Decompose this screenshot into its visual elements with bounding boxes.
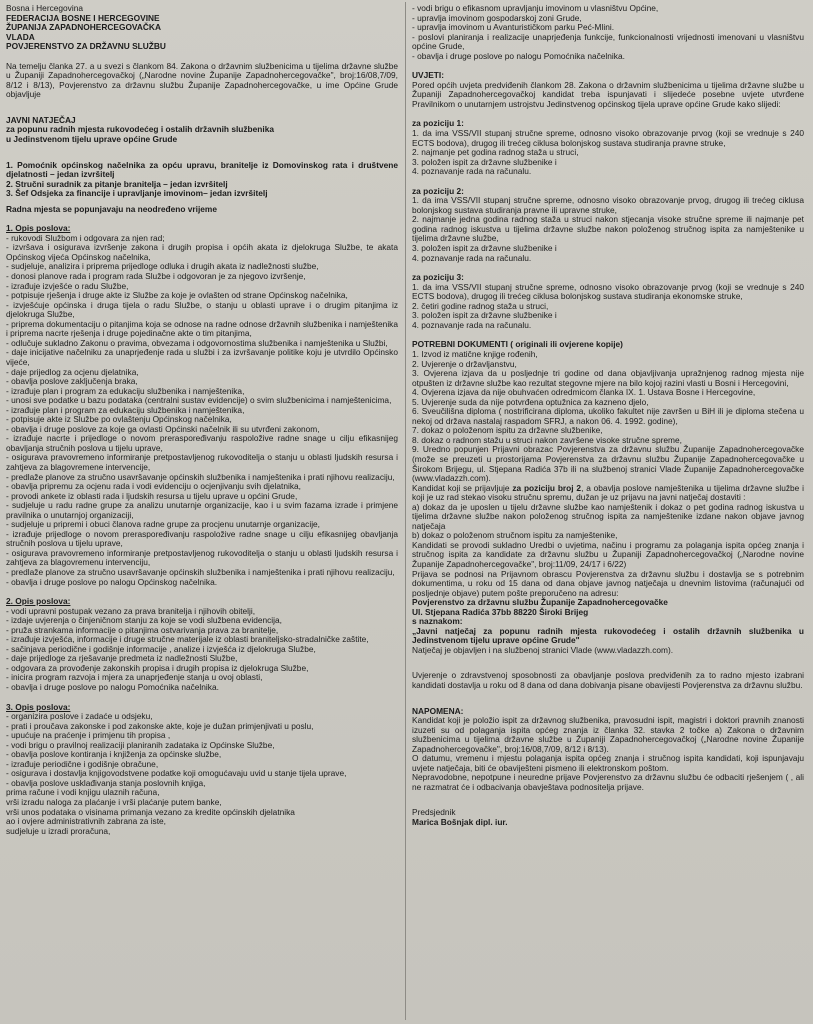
job-duty-item: - upućuje na praćenje i primjenu tih propisa ,: [6, 730, 171, 741]
job-duty-item: - inicira program razvoja i mjera za unaprjeđenje stanja u ovoj oblasti,: [6, 672, 263, 683]
apply-item-a: a) dokaz da je uposlen u tijelu državne službe kao namještenik i dokaz o pet godina radnog iskustva u tijelima državne službe nakon položenog stručnog ispita za namještenike izdane nakon objave javnog natječaja: [412, 501, 804, 531]
job-duty-item: - vodi brigu o pravilnoj realizaciji planiranih zadataka iz Općinske Službe,: [6, 739, 275, 750]
envelope-marking: „Javni natječaj za popunu radnih mjesta rukovodećeg i ostalih državnih službenika u Jedinstvenom tijelu uprave općine Grude": [412, 625, 804, 646]
job-duty-item: - izrađuje plan i program za edukaciju službenika i namještenika,: [6, 404, 245, 415]
job-duty-item: - obavlja i druge poslove po nalogu Pomoćnika načelnika.: [6, 682, 219, 692]
documents-list: [412, 350, 804, 484]
job-duty-item: - obavlja poslove kontiranja i knjiženja za općinske službe,: [6, 749, 222, 760]
job-duty-item: - daje prijedlog za ocjenu djelatnika,: [6, 366, 139, 377]
job-duty-item: - izvješćuje općinska i druga tijela o radu Službe, o stanju u oblasti uprave i o drugim pitanjima iz djelokruga Službe,: [6, 299, 398, 320]
job-duty-item: - prati i proučava zakonske i pod zakonske akte, koje je dužan primjenjivati u poslu,: [6, 720, 314, 731]
job-duty-item: - izrađuje prijedloge o novom preraspoređivanju raspoložive radne snage u cilju efikasnijeg obavljanja stručnih poslova u tijelu uprave,: [6, 528, 398, 549]
job-duty-item: - donosi planove rada i program rada Službe i odgovoran je za njegovo izvršenje,: [6, 271, 306, 282]
job-duty-item: prima račune i vodi knjigu ulaznih računa,: [6, 787, 160, 798]
job-duty-item: - pruža strankama informacije o pitanjima ostvarivanja prava za branitelje,: [6, 624, 279, 635]
job-duty-item: - vodi upravni postupak vezano za prava branitelja i njihovih obitelji,: [6, 605, 256, 616]
position-condition-item: 3. položen ispit za državne službenike i: [412, 310, 557, 321]
note-paragraph-3: Nepravodobne, nepotpune i neuredne prijave Povjerenstvo za državnu službu će odbaciti rješenjem ( , ali ne razmatrat će i odbacivanja obavještava podnositelja prijave.: [412, 772, 804, 792]
document-item: 1. Izvod iz matične knjige rođenih,: [412, 348, 538, 359]
position-condition-item: 1. da ima VSS/VII stupanj stručne spreme, odnosno visoko obrazovanje prvog, drugog ili trećeg ciklusa bolonjskog sustava studiranja pravne ili upravne struke,: [412, 195, 804, 215]
address-line-1: Povjerenstvo za državnu službu Županije Zapadnohercegovačke: [412, 597, 668, 608]
job-duty-item: - upravlja imovinom u Avanturističkom parku Peć-Mlini.: [412, 22, 615, 33]
notice-subtitle-2: u Jedinstvenom tijelu uprave općine Grude: [6, 134, 178, 145]
job-3-continued: [412, 4, 804, 61]
apply-item-b: b) dokaz o položenom stručnom ispitu za namještenike,: [412, 530, 618, 541]
job-duty-item: - organizira poslove i zadaće u odsjeku,: [6, 711, 153, 722]
job-description-title: 2. Opis poslova:: [6, 596, 71, 607]
apply-paragraph-2: Kandidati se provodi sukladno Uredbi o uvjetima, načinu i programu za polaganja ispita općeg znanja i stručnog ispita za kandidate za državnu službu u Županiji Zapadnohercegovačkoj („Narodne novine Županije Zapadnohercegovačke", broj:11/09, 24/17 i 6/22): [412, 539, 804, 569]
job-duty-item: - osigurava pravovremeno informiranje pretpostavljenog rukovoditelja o stanju u oblasti ljudskih resursa i zahtjeva za blagovremenu intervenciju,: [6, 547, 398, 568]
position-condition-item: 4. poznavanje rada na računalu.: [412, 319, 532, 330]
apply-paragraph-1: [412, 484, 804, 503]
job-duty-item: - izrađuje plan i program za edukaciju službenika i namještenika,: [6, 385, 245, 396]
apply-text-bold: za poziciju broj 2: [512, 482, 582, 493]
document-item: 8. dokaz o radnom stažu u struci nakon završene visoke stručne spreme,: [412, 434, 682, 445]
job-descriptions: [6, 224, 398, 836]
position-condition-item: 3. položen ispit za državne službenike i: [412, 243, 557, 254]
position-condition-title: za poziciju 3:: [412, 272, 464, 283]
left-column: [6, 4, 398, 1022]
job-duty-item: - izvršava i osigurava izvršenje zakona i drugih propisa i općih akata iz djelokruga Službe, te akata Općinskog vijeća Općinskog načelnika,: [6, 242, 398, 262]
right-column: [412, 4, 804, 1022]
job-duty-item: - izrađuje izvješća, informacije i druge stručne materijale iz oblasti braniteljsko-stradalničke zaštite,: [6, 634, 369, 645]
intro-paragraph: Na temelju članka 27. a u svezi s člankom 84. Zakona o državnim službenicima u tijelima državne službe u Županiji Zapadnohercegovačkoj („Narodne novine Županije Zapadnohercegovačke", broj:16/08,7/09, 8/12 i 8/13), Povjerenstvo za državnu službu Županije Zapadnohercegovačke, u ime Općine Grude objavljuje: [6, 60, 398, 100]
note-title: NAPOMENA:: [412, 705, 464, 716]
job-duty-item: - predlaže planove za stručno usavršavanje općinskih službenika i namještenika i prati njihovu realizaciju,: [6, 566, 395, 577]
job-duty-item: - sudjeluje u radu radne grupe za analizu unutarnje organizacije, kao i u svim fazama izrade i primjene pravilnika o unutarnjoj organizaciji,: [6, 500, 398, 520]
header-canton: ŽUPANIJA ZAPADNOHERCEGOVAČKA: [6, 22, 161, 33]
notice-title: JAVNI NATJEČAJ: [6, 114, 76, 125]
position-condition-item: 3. položen ispit za državne službenike i: [412, 156, 557, 167]
document-item: 9. Uredno popunjen Prijavni obrazac Povjerenstva za državnu službu Županije Zapadnohercegovačke (može se preuzeti u prostorijama Povjerenstva za državnu službu Županije Zapadnohercegovačke u Širokom Brijegu, ul. Stjepana Radića 37b ili na službenoj stranici Vlade Županije Zapadnohercegovačke (www.vladazzh.com).: [412, 444, 804, 484]
apply-text-pre: Kandidat koji se prijavljuje: [412, 482, 513, 493]
notice-subtitle-1: za popunu radnih mjesta rukovodećeg i ostalih državnih službenika: [6, 124, 274, 135]
job-duty-item: - obavlja i druge poslove za koje ga ovlasti Općinski načelnik ili su utvrđeni zakonom,: [6, 423, 320, 434]
note-paragraph-1: Kandidat koji je položio ispit za državnog službenika, pravosudni ispit, magistri i doktori pravnih znanosti izuzeti su od polaganja ispita općeg znanja iz članka 32. stavka 2 točke a) Zakona o državnim službenicima u tijelima državne službe u Županiji Zapadnohercegovačkoj („Narodne novine Županije Zapadnohercegovačke", broj:16/08,7/09, 8/12 i 8/13).: [412, 715, 804, 754]
job-duty-item: - obavlja poslove zaključenja braka,: [6, 376, 138, 387]
position-2: 2. Stručni suradnik za pitanje branitelja – jedan izvršitelj: [6, 178, 228, 189]
job-duty-item: - provodi ankete iz oblasti rada i ljudskih resursa u tijelu uprave u općini Grude,: [6, 490, 298, 501]
header-federation: FEDERACIJA BOSNE I HERCEGOVINE: [6, 12, 160, 23]
job-duty-item: - izrađuje izvješće o radu Službe,: [6, 280, 129, 291]
documents-title: POTREBNI DOKUMENTI ( originali ili ovjerene kopije): [412, 339, 623, 350]
job-duty-item: - izrađuje nacrte i prijedloge o novom preraspoređivanju raspoložive radne snage u cilju efikasnijeg obavljanja stručnih poslova u tijelu uprave,: [6, 433, 398, 453]
job-duty-item: - sačinjava periodične i godišnje informacije , analize i izvješća iz djelokruga Službe,: [6, 643, 316, 654]
header-commission: POVJERENSTVO ZA DRŽAVNU SLUŽBU: [6, 41, 166, 52]
document-item: 6. Sveučilišna diploma ( nostrificirana diploma, ukoliko fakultet nije završen u BiH ili je diploma stečena u nekoj od država nastalaj raspadom SFRJ, a nakon 06. 4. 1992. godine),: [412, 406, 804, 426]
job-duty-item: - osigurava i dostavlja knjigovodstvene podatke koji omogućavaju uvid u stanje tijela uprave,: [6, 768, 347, 779]
job-duty-item: ao i ovjere administrativnih zabrana za iste,: [6, 816, 167, 827]
document-item: 7. dokaz o položenom ispitu za državne službenike,: [412, 425, 603, 436]
job-duty-item: - potpisuje akte iz Službe po ovlaštenju Općinskog načelnika,: [6, 414, 232, 425]
job-duty-item: - potpisuje rješenja i druge akte iz Službe za koje je ovlašten od strane Općinskog načelnika,: [6, 290, 348, 301]
job-duty-item: - obavlja poslove usklađivanja stanja poslovnih knjiga,: [6, 777, 206, 788]
job-duty-item: - obavlja pripremu za ocjenu rada i vodi evidenciju o ocjenjivanju svih djelatnika,: [6, 481, 301, 492]
note-paragraph-2: O datumu, vremenu i mjestu polaganja ispita općeg znanja i stručnog ispita kandidati, koji ispunjavaju uvjete natječaja, biti će obaviješteni pismeno ili elektronskom poštom.: [412, 753, 804, 773]
job-duty-item: - predlaže planove za stručno usavršavanje općinskih službenika i namještenika i prati njihovu realizaciju,: [6, 471, 395, 482]
job-duty-item: - sudjeluje, analizira i priprema prijedloge odluka i drugih akata iz nadležnosti službe,: [6, 261, 319, 272]
job-duty-item: - sudjeluje u pripremi i obuci članova radne grupe za procjenu unutarnje organizacije,: [6, 519, 321, 530]
job-duty-item: - izrađuje periodične i godišnje obračune,: [6, 758, 159, 769]
health-certificate-note: Uvjerenje o zdravstvenoj sposobnosti za obavljanje poslova predviđenih za to radno mjesto izabrani kandidati dostavlja u roku od 8 dana od dana dobivanja pisane obavijesti Povjerenstva za državnu službu.: [412, 670, 804, 690]
job-duty-item: - odlučuje sukladno Zakonu o pravima, obvezama i odgovornostima službenika i namještenika u Službi,: [6, 337, 388, 348]
column-divider: [405, 2, 406, 1020]
document-item: 2. Uvjerenje o državljanstvu,: [412, 358, 517, 369]
position-condition-item: 2. četiri godine radnog staža u struci,: [412, 300, 549, 311]
job-duty-item: - priprema dokumentaciju o pitanjima koja se odnose na radne odnose državnih službenika i namještenika i priprema nacrte rješenja i druge pojedinačne akte o tim pitanjima,: [6, 318, 398, 339]
header-block: [6, 4, 398, 52]
position-condition-item: 4. poznavanje rada na računalu.: [412, 252, 532, 263]
job-duty-item: - daje prijedloge za rješavanje predmeta iz nadležnosti Službe,: [6, 653, 238, 664]
address-line-3: s naznakom:: [412, 616, 463, 627]
job-duty-item: - osigurava pravovremeno informiranje pretpostavljenog rukovoditelja o stanju u oblasti ljudskih resursa i zahtjeva za blagovremene intervencije,: [6, 452, 398, 472]
position-condition-item: 1. da ima VSS/VII stupanj stručne spreme, odnosno visoko obrazovanje prvog (koji se vrednuje s 240 ECTS bodova), drugog ili trećeg ciklusa bolonjskog sustava studiranja ekonomske struke,: [412, 281, 804, 302]
job-description-title: 1. Opis poslova:: [6, 223, 71, 234]
position-condition-item: 2. najmanje pet godina radnog staža u struci,: [412, 147, 579, 158]
position-1: 1. Pomoćnik općinskog načelnika za opću upravu, branitelje iz Domovinskog rata i društvene djelatnosti – jedan izvršitelj: [6, 159, 398, 180]
indefinite-term-note: Radna mjesta se popunjavaju na neodređeno vrijeme: [6, 203, 217, 214]
job-duty-item: - poslovi planiranja i realizacije unaprjeđenja funkcije, funkcionalnosti vrijednosti imenovani u vlasništvu općine Grude,: [412, 31, 804, 52]
address-line-2: Ul. Stjepana Radića 37bb 88220 Široki Brijeg: [412, 606, 589, 617]
job-duty-item: vrši izradu naloga za plaćanje i vrši plaćanje putem banke,: [6, 797, 222, 808]
header-government: VLADA: [6, 31, 35, 42]
apply-paragraph-3: Prijava se podnosi na Prijavnom obrascu Povjerenstva za državnu službu i dostavlja se s potrebnim dokumentima, u roku od 15 dana od dana objave javnog natječaja u dnevnim listovima (računajući od posljednje objave) putem pošte preporučeno na adresu:: [412, 568, 804, 598]
conditions-text: Pored općih uvjeta predviđenih člankom 28. Zakona o državnim službenicima u tijelima državne službe u Županiji Zapadnohercegovačkoj kandidat treba ispunjavati i slijedeće posebne uvjete utvrđene Pravilnikom o unutarnjem ustrojstvu Jedinstvenog općinskog tijela uprave općine Grude kako slijedi:: [412, 79, 804, 109]
job-duty-item: - obavlja i druge poslove po nalogu Pomoćnika načelnika.: [412, 50, 625, 61]
job-duty-item: - izdaje uvjerenja o činjeničnom stanju za koje se vodi službena evidencija,: [6, 615, 282, 626]
position-3: 3. Šef Odsjeka za financije i upravljanje imovinom– jedan izvršitelj: [6, 188, 268, 199]
job-duty-item: - daje inicijative načelniku za unaprjeđenje rada u službi i za izvršavanje politike koju je utvrdilo Općinsko vijeće,: [6, 347, 398, 367]
position-condition-title: za poziciju 1:: [412, 118, 464, 129]
job-duty-item: - vodi brigu o efikasnom upravljanju imovinom u vlasništvu Općine,: [412, 4, 659, 13]
signature-name: Marica Bošnjak dipl. iur.: [412, 817, 508, 828]
document-item: 3. Ovjerena izjava da u posljednje tri godine od dana objavljivanja upražnjenog radnog mjesta nije otpušten iz državne službe kao rezultat stegovne mjere na bilo kojoj razini vlasti u Bosni i Hercegovini,: [412, 368, 804, 388]
job-duty-item: - upravlja imovinom gospodarskoj zoni Grude,: [412, 12, 582, 23]
job-duty-item: - unosi sve podatke u bazu podataka (centralni sustav evidencije) o svim službenicima i namještenicima,: [6, 395, 392, 406]
job-duty-item: vrši unos podataka o visinama primanja vezano za kredite općinskih djelatnika: [6, 806, 295, 817]
job-duty-item: sudjeluje u izradi proračuna,: [6, 825, 111, 836]
position-condition-item: 1. da ima VSS/VII stupanj stručne spreme, odnosno visoko obrazovanje prvog (koji se vrednuje s 240 ECTS bodova), drugog ili trećeg ciklusa bolonjskog sustava studiranja pravne struke,: [412, 128, 804, 148]
position-condition-item: 4. poznavanje rada na računalu.: [412, 166, 532, 177]
apply-text-post: , a obavlja poslove namještenika u tijelima državne službe i koji je uz rad stekao visoku stručnu spremu, dužan je uz prijavu na javni natječaj dostaviti :: [412, 482, 804, 503]
job-description-title: 3. Opis poslova:: [6, 701, 71, 712]
positions-list: [6, 161, 398, 199]
position-condition-title: za poziciju 2:: [412, 185, 464, 196]
signature-role: Predsjednik: [412, 807, 456, 818]
document-item: 4. Ovjerena izjava da nije obuhvaćen odredmicom članka IX. 1. Ustava Bosne i Hercegovine,: [412, 387, 756, 398]
document-item: 5. Uvjerenje suda da nije potvrđena optužnica za kazneno djelo,: [412, 396, 649, 407]
job-duty-item: - odgovara za provođenje zakonskih propisa i drugih propisa iz djelokruga Službe,: [6, 662, 309, 673]
conditions-title: UVJETI:: [412, 70, 444, 81]
position-condition-item: 2. najmanje jedna godina radnog staža u struci nakon stjecanja visoke stručne spreme ili najmanje pet godina radnog iskustva u tijelima državne službe nakon položenog stručnog ispita za namještenike u tijelima državne službe,: [412, 214, 804, 244]
header-country: Bosna i Hercegovina: [6, 4, 83, 13]
published-note: Natječaj je objavljen i na službenoj stranici Vlade (www.vladazzh.com).: [412, 644, 674, 655]
position-conditions: [412, 119, 804, 340]
job-duty-item: - obavlja i druge poslove po nalogu Općinskog načelnika.: [6, 576, 218, 587]
job-duty-item: - rukovodi Službom i odgovara za njen rad;: [6, 232, 165, 243]
